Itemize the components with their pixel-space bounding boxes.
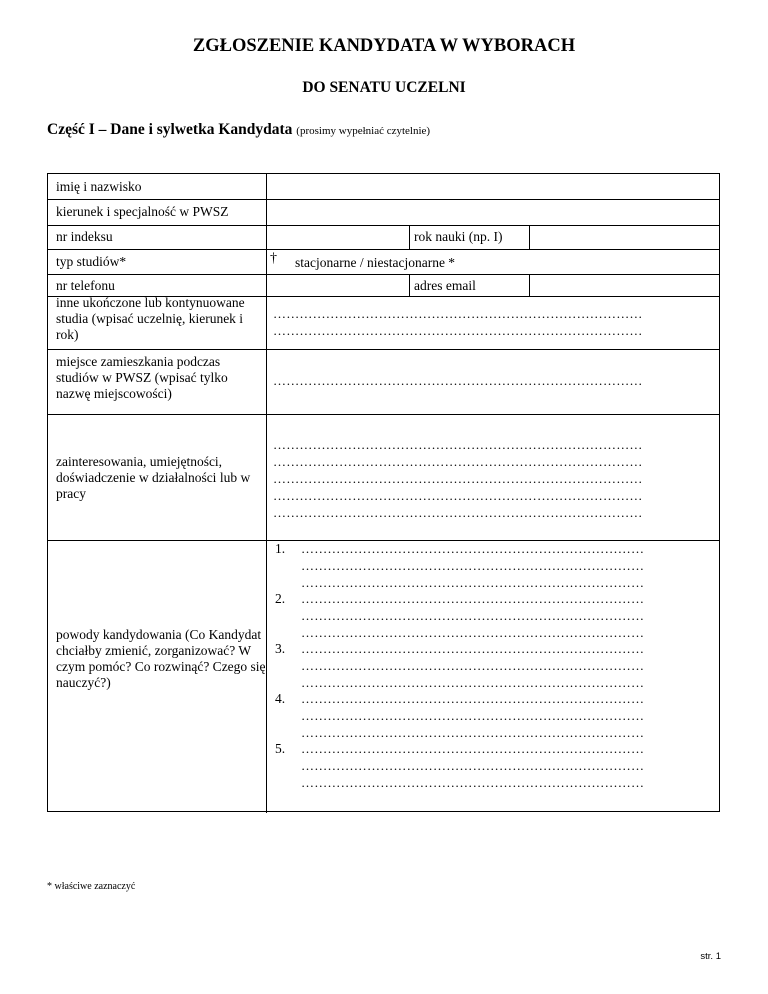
row-divider <box>48 199 719 200</box>
reason-number: 5. <box>275 741 286 756</box>
cell-divider <box>409 225 410 249</box>
label-phone: nr telefonu <box>56 278 115 293</box>
reason-line[interactable]: …………………………………………………………………… <box>301 558 645 573</box>
reason-line[interactable]: …………………………………………………………………… <box>301 675 645 690</box>
interests-line[interactable]: ………………………………………………………………………… <box>273 505 643 520</box>
reason-number: 1. <box>275 541 286 556</box>
label-field-spec: kierunek i specjalność w PWSZ <box>56 204 229 219</box>
reason-line[interactable]: …………………………………………………………………… <box>301 591 645 606</box>
footnote: * właściwe zaznaczyć <box>47 881 136 892</box>
candidate-form-table <box>47 173 720 812</box>
reason-line[interactable]: …………………………………………………………………… <box>301 625 645 640</box>
cell-divider <box>529 225 530 249</box>
reason-line[interactable]: …………………………………………………………………… <box>301 708 645 723</box>
part-label: Część I – Dane i sylwetka Kandydata <box>47 121 293 138</box>
column-divider <box>266 174 267 813</box>
reason-line[interactable]: …………………………………………………………………… <box>301 641 645 656</box>
interests-line[interactable]: ………………………………………………………………………… <box>273 488 643 503</box>
row-divider <box>48 249 719 250</box>
row-divider <box>48 414 719 415</box>
row-divider <box>48 349 719 350</box>
page-number: str. 1 <box>700 951 721 962</box>
reason-line[interactable]: …………………………………………………………………… <box>301 725 645 740</box>
cell-divider <box>409 274 410 296</box>
document-subtitle: DO SENATU UCZELNI <box>302 79 466 96</box>
label-interests: zainteresowania, umiejętności, doświadczenie w działalności lub w pracy <box>56 454 251 501</box>
study-type-options: stacjonarne / niestacjonarne * <box>295 255 456 270</box>
reason-line[interactable]: …………………………………………………………………… <box>301 541 645 556</box>
part-heading <box>47 121 430 139</box>
other-studies-line[interactable]: ………………………………………………………………………… <box>273 323 643 338</box>
reason-number: 4. <box>275 691 286 706</box>
cell-divider <box>529 274 530 296</box>
label-year: rok nauki (np. I) <box>414 229 503 244</box>
label-reasons: powody kandydowania (Co Kandydat chciałby zmienić, zorganizować? W czym pomóc? Co rozwinąć? Czego się nauczyć?) <box>56 627 266 690</box>
part-note: (prosimy wypełniać czytelnie) <box>296 125 431 137</box>
interests-line[interactable]: ………………………………………………………………………… <box>273 454 643 469</box>
row-divider <box>48 225 719 226</box>
reason-line[interactable]: …………………………………………………………………… <box>301 758 645 773</box>
label-other-studies: inne ukończone lub kontynuowane studia (wpisać uczelnię, kierunek i rok) <box>56 295 245 342</box>
interests-line[interactable]: ………………………………………………………………………… <box>273 437 643 452</box>
label-email: adres email <box>414 278 476 293</box>
reason-number: 3. <box>275 641 286 656</box>
label-study-type: typ studiów* <box>56 254 127 269</box>
study-type-checkbox[interactable]: † <box>270 251 277 266</box>
interests-line[interactable]: ………………………………………………………………………… <box>273 471 643 486</box>
reason-line[interactable]: …………………………………………………………………… <box>301 691 645 706</box>
reason-number: 2. <box>275 591 286 606</box>
reason-line[interactable]: …………………………………………………………………… <box>301 741 645 756</box>
reason-line[interactable]: …………………………………………………………………… <box>301 658 645 673</box>
reason-line[interactable]: …………………………………………………………………… <box>301 608 645 623</box>
label-index: nr indeksu <box>56 229 113 244</box>
label-name: imię i nazwisko <box>56 179 142 194</box>
other-studies-line[interactable]: ………………………………………………………………………… <box>273 306 643 321</box>
reason-line[interactable]: …………………………………………………………………… <box>301 775 645 790</box>
reason-line[interactable]: …………………………………………………………………… <box>301 575 645 590</box>
label-residence: miejsce zamieszkania podczas studiów w PWSZ (wpisać tylko nazwę miejscowości) <box>56 354 228 401</box>
document-title: ZGŁOSZENIE KANDYDATA W WYBORACH <box>192 36 576 56</box>
residence-line[interactable]: ………………………………………………………………………… <box>273 373 643 388</box>
row-divider <box>48 274 719 275</box>
